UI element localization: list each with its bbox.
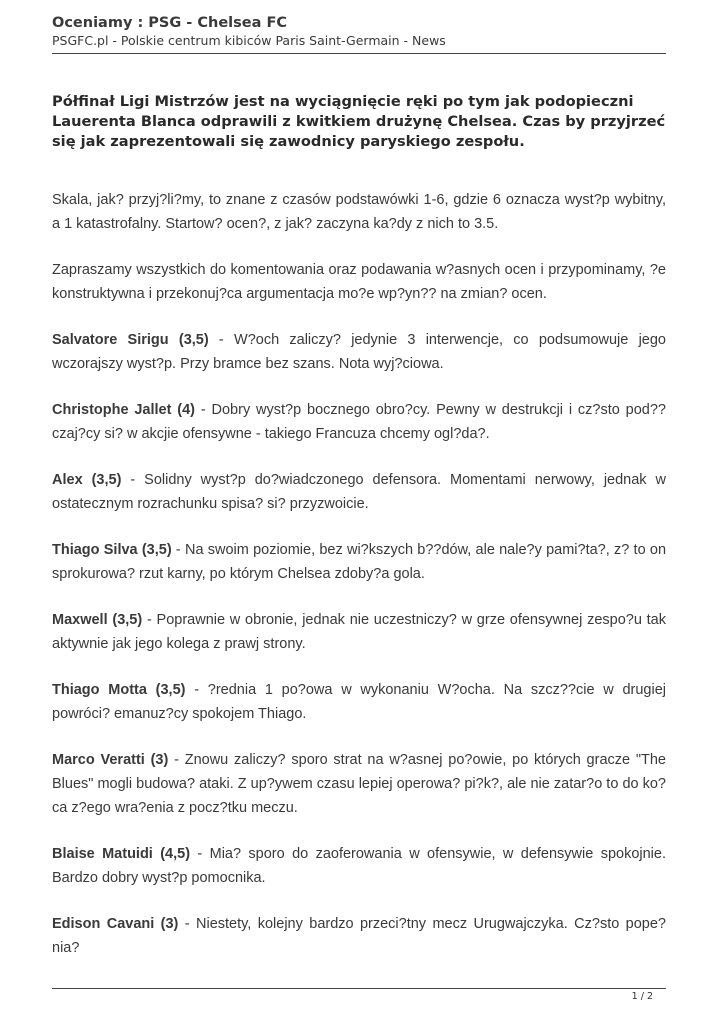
player-rating <box>52 842 666 890</box>
player-rating <box>52 538 666 586</box>
player-name: Blaise Matuidi (4,5) <box>52 846 191 862</box>
player-comment: - Mia? sporo do zaoferowania w ofensywie, w defensywie spokojnie. Bardzo dobry wyst?p pomocnika. <box>52 846 666 886</box>
article-title: Oceniamy : PSG - Chelsea FC <box>52 15 287 31</box>
player-comment: - Dobry wyst?p bocznego obro?cy. Pewny w destrukcji i cz?sto pod??czaj?cy si? w akcjie ofensywne - takiego Francuza chcemy ogl?da?. <box>52 402 666 442</box>
player-rating <box>52 748 666 820</box>
player-rating <box>52 398 666 446</box>
player-comment: - Poprawnie w obronie, jednak nie uczestniczy? w grze ofensywnej zespo?u tak aktywnie jak jego kolega z prawj strony. <box>52 612 666 652</box>
page-number: 1 / 2 <box>631 991 653 1002</box>
article-body <box>52 188 666 982</box>
player-name: Salvatore Sirigu (3,5) <box>52 332 209 348</box>
player-comment: - Znowu zaliczy? sporo strat na w?asnej po?owie, po których gracze "The Blues" mogli budowa? ataki. Z up?ywem czasu lepiej operowa? pi?k?, ale nie zatar?o to do ko?ca z?ego wra?enia z pocz?tku meczu. <box>52 752 666 816</box>
player-rating <box>52 912 666 960</box>
footer-divider <box>52 988 666 989</box>
player-rating <box>52 328 666 376</box>
player-name: Alex (3,5) <box>52 472 122 488</box>
player-name: Edison Cavani (3) <box>52 916 179 932</box>
player-name: Maxwell (3,5) <box>52 612 143 628</box>
article-lead: Półfinał Ligi Mistrzów jest na wyciągnięcie ręki po tym jak podopieczni Lauerenta Blanca odprawili z kwitkiem drużynę Chelsea. Czas by przyjrzeć się jak zaprezentowali się zawodnicy paryskiego zespołu. <box>52 93 666 150</box>
player-rating <box>52 608 666 656</box>
header-divider <box>52 53 666 54</box>
player-comment: - Solidny wyst?p do?wiadczonego defensora. Momentami nerwowy, jednak w ostatecznym rozrachunku spisa? si? przyzwoicie. <box>52 472 666 512</box>
player-name: Thiago Silva (3,5) <box>52 542 172 558</box>
player-name: Christophe Jallet (4) <box>52 402 196 418</box>
player-comment: - Na swoim poziomie, bez wi?kszych b??dów, ale nale?y pami?ta?, z? to on sprokurowa? rzut karny, po którym Chelsea zdoby?a gola. <box>52 542 667 582</box>
player-name: Thiago Motta (3,5) <box>52 682 186 698</box>
player-name: Marco Veratti (3) <box>52 752 169 768</box>
intro-paragraph: Zapraszamy wszystkich do komentowania oraz podawania w?asnych ocen i przypominamy, ?e konstruktywna i przekonuj?ca argumentacja mo?e wp?yn?? na zmian? ocen. <box>52 262 666 302</box>
player-comment: - W?och zaliczy? jedynie 3 interwencje, co podsumowuje jego wczorajszy wyst?p. Przy bramce bez szans. Nota wyj?ciowa. <box>52 332 667 372</box>
player-rating <box>52 678 666 726</box>
site-subtitle: PSGFC.pl - Polskie centrum kibiców Paris Saint-Germain - News <box>52 33 446 48</box>
intro-paragraph: Skala, jak? przyj?li?my, to znane z czasów podstawówki 1-6, gdzie 6 oznacza wyst?p wybitny, a 1 katastrofalny. Startow? ocen?, z jak? zaczyna ka?dy z nich to 3.5. <box>52 192 666 232</box>
player-rating <box>52 468 666 516</box>
player-comment: - Niestety, kolejny bardzo przeci?tny mecz Urugwajczyka. Cz?sto pope?nia? <box>52 916 666 956</box>
player-comment: - ?rednia 1 po?owa w wykonaniu W?ocha. Na szcz??cie w drugiej powróci? emanuz?cy spokojem Thiago. <box>52 682 666 722</box>
document-header <box>52 15 672 49</box>
